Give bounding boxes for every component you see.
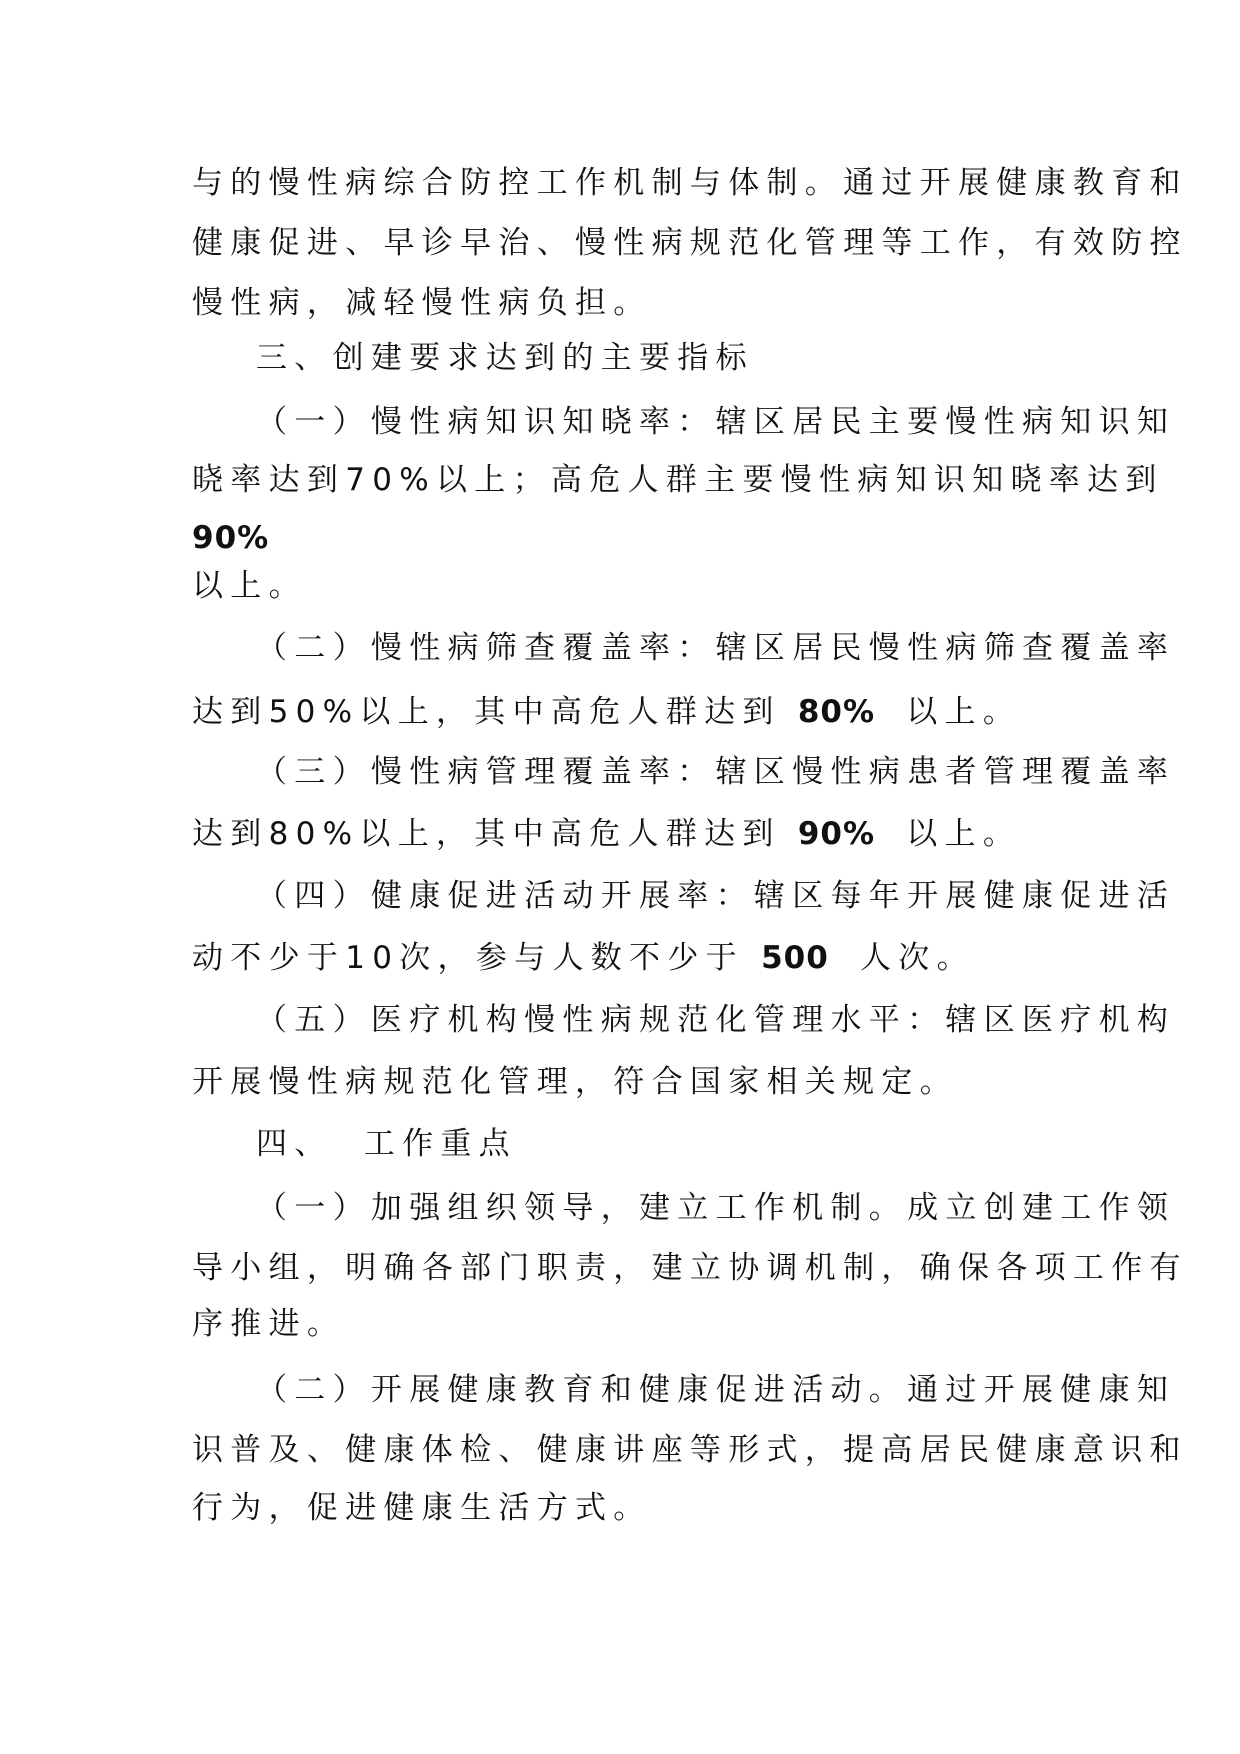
list-item-line: （一）慢性病知识知晓率：辖区居民主要慢性病知识知 [256,404,1176,440]
list-item-line: （四）健康促进活动开展率：辖区每年开展健康促进活 [256,878,1176,914]
list-item-line: 开展慢性病规范化管理，符合国家相关规定。 [192,1064,958,1100]
section-heading [256,1124,517,1164]
text-segment: 动不少于10次，参与人数不少于 [192,940,744,976]
list-item-line: 序推进。 [192,1306,346,1342]
section-title: 工作重点 [363,1126,517,1162]
paragraph-line: 慢性病，减轻慢性病负担。 [192,285,652,321]
percentage-value: 80% [797,694,876,730]
percentage-value: 90% [797,816,876,852]
paragraph-line: 与的慢性病综合防控工作机制与体制。通过开展健康教育和 [192,165,1188,201]
list-item-line: （一）加强组织领导，建立工作机制。成立创建工作领 [256,1190,1176,1226]
list-item-line: （二）慢性病筛查覆盖率：辖区居民慢性病筛查覆盖率 [256,630,1176,666]
list-item-line: 行为，促进健康生活方式。 [192,1490,652,1526]
list-item-line [192,938,975,978]
percentage-value: 90% [192,520,270,556]
list-item-line: （三）慢性病管理覆盖率：辖区慢性病患者管理覆盖率 [256,754,1176,790]
section-heading: 三、创建要求达到的主要指标 [256,340,754,376]
list-item-line [192,814,1021,854]
paragraph-line: 健康促进、早诊早治、慢性病规范化管理等工作，有效防控 [192,225,1188,261]
text-segment: 以上。 [906,816,1022,852]
list-item-line: （二）开展健康教育和健康促进活动。通过开展健康知 [256,1372,1176,1408]
text-segment: 达到80%以上，其中高危人群达到 [192,816,781,852]
list-item-line: 以上。 [192,568,307,604]
list-item-line: 导小组，明确各部门职责，建立协调机制，确保各项工作有 [192,1250,1188,1286]
text-segment: 人次。 [859,940,975,976]
list-item-line: （五）医疗机构慢性病规范化管理水平：辖区医疗机构 [256,1002,1176,1038]
list-item-line: 识普及、健康体检、健康讲座等形式，提高居民健康意识和 [192,1432,1188,1468]
text-segment: 以上。 [906,694,1022,730]
section-number: 四、 [256,1126,333,1162]
list-item-line [192,692,1021,732]
text-segment: 达到50%以上，其中高危人群达到 [192,694,781,730]
count-value: 500 [761,940,829,976]
list-item-line [192,518,269,558]
list-item-line: 晓率达到70%以上；高危人群主要慢性病知识知晓率达到 [192,462,1164,498]
